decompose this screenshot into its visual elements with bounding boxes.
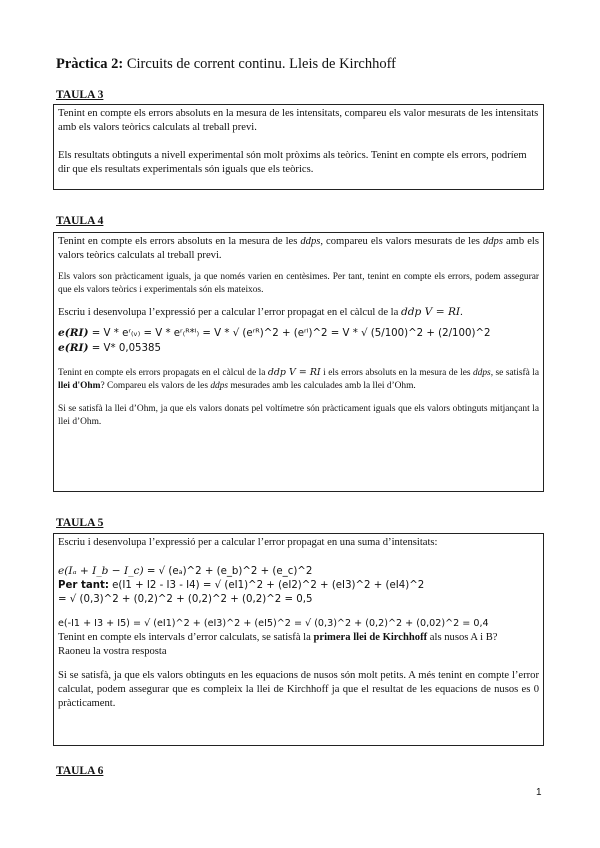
q1-text-b: , compareu els valors mesurats de les xyxy=(320,236,483,247)
q3-e: mesurades amb les calculades amb la llei d’Ohm. xyxy=(228,381,416,391)
title-bold: Pràctica 2: xyxy=(56,56,124,72)
eq2-rhs: = V* 0,05385 xyxy=(88,343,161,354)
taula-4-equation-1 xyxy=(58,326,539,341)
t5-eq2: e(I1 + I2 - I3 - I4) = √ (eI1)^2 + (eI2)^2 + (eI3)^2 + (eI4)^2 xyxy=(108,580,425,591)
taula-3-answer: Els resultats obtinguts a nivell experimental són molt pròxims als teòrics. Tenint en compte els errors, podríem dir que els resultats experimentals són iguals que els teòrics. xyxy=(58,150,527,175)
taula-5-equation-2 xyxy=(58,579,539,593)
q2-text: Escriu i desenvolupa l’expressió per a calcular l’error propagat en el càlcul de la xyxy=(58,307,401,318)
taula-5-box xyxy=(53,533,544,746)
taula-3-label: TAULA 3 xyxy=(56,89,104,101)
q2-math: ddp V = RI xyxy=(400,306,461,318)
taula-5-question-1: Escriu i desenvolupa l’expressió per a calcular l’error propagat en una suma d’intensitats: xyxy=(58,537,438,548)
q3-bold: llei d'Ohm xyxy=(58,381,101,391)
taula-5-equation-4: e(-I1 + I3 + I5) = √ (eI1)^2 + (eI3)^2 + (eI5)^2 = √ (0,3)^2 + (0,2)^2 + (0,02)^2 = 0,4 xyxy=(58,618,489,629)
eq1-rhs: = V * eʳ₍ᵥ₎ = V * eʳ₍ᴿ*ᴵ₎ = V * √ (eʳᴿ)^2 + (eʳᴵ)^2 = V * √ (5/100)^2 + (2/100)^2 xyxy=(88,328,491,339)
q1-text-a: Tenint en compte els errors absoluts en la mesura de les xyxy=(58,236,301,247)
eq2-lhs: e(RI) xyxy=(58,342,89,354)
t5-eq1-lhs: e(Iₐ + I_b − I_c) xyxy=(58,565,144,577)
taula-6-label: TAULA 6 xyxy=(56,765,104,777)
t5-q2-a: Tenint en compte els intervals d’error calculats, se satisfà la xyxy=(58,632,314,643)
taula-5-question-3: Raoneu la vostra resposta xyxy=(58,646,167,657)
q3-math: ddp V = RI xyxy=(267,367,321,378)
per-tant: Per tant: xyxy=(58,580,109,591)
page-number: 1 xyxy=(536,787,542,798)
title-rest: Circuits de corrent continu. Lleis de Kirchhoff xyxy=(123,56,396,72)
taula-4-label: TAULA 4 xyxy=(56,215,104,227)
t5-q2-bold: primera llei de Kirchhoff xyxy=(313,632,428,643)
q1-text-c: amb els valors teòrics calculats al treball previ. xyxy=(58,236,539,261)
taula-4-equation-2 xyxy=(58,341,539,356)
taula-5-equation-1 xyxy=(58,564,539,579)
taula-4-question-1 xyxy=(58,235,539,263)
eq1-lhs: e(RI) xyxy=(58,327,89,339)
taula-4-question-3 xyxy=(58,366,539,393)
q1-ddps: ddps xyxy=(300,236,321,247)
taula-5-equation-3: = √ (0,3)^2 + (0,2)^2 + (0,2)^2 + (0,2)^2 = 0,5 xyxy=(58,594,313,605)
t5-eq1-rhs: = √ (eₐ)^2 + (e_b)^2 + (e_c)^2 xyxy=(143,566,313,577)
taula-4-box xyxy=(53,232,544,492)
taula-4-answer-1: Els valors son pràcticament iguals, ja que només varien en centèsimes. Per tant, tenint en compte els errors, podem assegurar que els valors teòrics i experimentals són els mateixos. xyxy=(58,272,539,295)
q2-end: . xyxy=(460,307,463,318)
q1-ddps-2: ddps xyxy=(482,236,503,247)
taula-5-answer: Si se satisfà, ja que els valors obtinguts en les equacions de nusos són molt petits. A més tenint en compte l’error calculat, podem assegurar que es compleix la llei de Kirchhoff ja que el resultat de les equacions de nusos es 0 pràcticament. xyxy=(58,670,539,709)
taula-4-answer-2: Si se satisfà la llei d’Ohm, ja que els valors donats pel voltímetre són pràcticament iguals que els valors obtinguts mitjançant la llei d’Ohm. xyxy=(58,404,539,427)
q3-ddps-2: ddps xyxy=(210,381,229,391)
taula-3-question: Tenint en compte els errors absoluts en la mesura de les intensitats, compareu els valor mesurats de les intensitats amb els valors teòrics calculats al treball previ. xyxy=(58,108,539,133)
t5-q2-b: als nusos A i B? xyxy=(427,632,498,643)
q3-ddps: ddps xyxy=(472,368,491,378)
q3-c: , se satisfà la xyxy=(490,368,540,378)
taula-5-question-2 xyxy=(58,631,539,645)
q3-d: ? Compareu els valors de les xyxy=(100,381,211,391)
page-title xyxy=(56,56,396,73)
taula-3-box xyxy=(53,104,544,190)
q3-a: Tenint en compte els errors propagats en el càlcul de la xyxy=(58,368,268,378)
taula-5-label: TAULA 5 xyxy=(56,517,104,529)
taula-4-question-2 xyxy=(58,305,539,320)
q3-b: i els errors absoluts en la mesura de les xyxy=(320,368,473,378)
